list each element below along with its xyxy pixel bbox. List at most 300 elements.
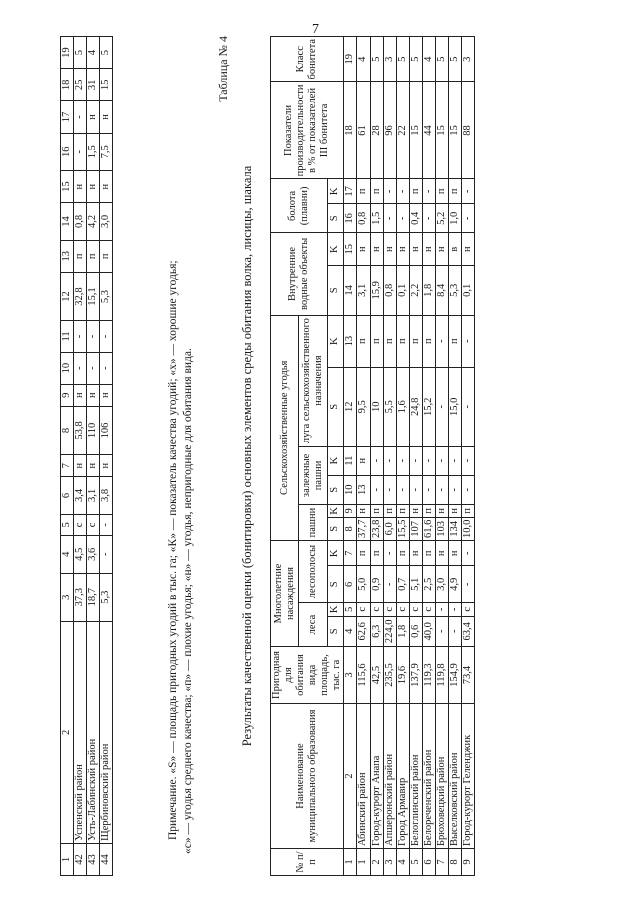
table-cell: 15 [435,82,448,179]
table-cell: 119,3 [422,647,435,704]
table-cell: 7,5 [100,133,113,171]
header-k: K [327,505,344,518]
table-cell: 63,4 [461,616,474,646]
column-number: 19 [61,37,74,69]
district-name: Город-курорт Анапа [370,704,383,849]
table-cell: 9 [461,849,474,876]
table-cell: 115,6 [357,647,370,704]
column-number: 16 [61,133,74,171]
table-cell: н [396,233,409,266]
column-number: 18 [61,69,74,101]
table-cell: н [74,384,87,406]
table-cell: 37,7 [357,517,370,540]
header-num: № п/п [271,849,344,876]
table-cell: 6 [422,849,435,876]
table-cell: - [448,446,461,475]
table-cell: 3,4 [74,477,87,515]
table-cell: 6,0 [383,517,396,540]
column-number: 13 [344,315,357,367]
table-cell: 42,5 [370,647,383,704]
table-cell: п [409,179,422,204]
table-cell: н [74,171,87,203]
table-cell: - [422,475,435,505]
table-cell: с [383,603,396,616]
continued-table [60,36,113,876]
table-cell: 5 [100,37,113,69]
table-cell: - [370,446,383,475]
table-cell: с [74,514,87,535]
table-cell: 0,7 [396,566,409,603]
column-number: 6 [61,477,74,515]
column-number: 2 [344,704,357,849]
header-index: Показатели производительности в % от показателей III бонитета [271,82,344,179]
table-cell: - [100,321,113,352]
table-cell: - [422,204,435,233]
table-cell: 24,8 [409,367,422,446]
table-row [370,37,383,876]
table-cell: н [87,101,100,133]
table-cell: 2,5 [422,566,435,603]
table-cell: - [448,475,461,505]
table-cell: 44 [100,843,113,875]
table-cell: - [74,133,87,171]
table-cell: н [87,455,100,477]
table-cell: 5,1 [409,566,422,603]
table-cell: 5,3 [100,272,113,320]
column-number: 17 [61,101,74,133]
table-cell: п [422,505,435,518]
table-cell: - [383,475,396,505]
table-cell: 96 [383,82,396,179]
column-number: 17 [344,179,357,204]
table-cell: п [383,315,396,367]
table-cell: п [370,541,383,566]
table-cell: п [448,179,461,204]
table-cell: 88 [461,82,474,179]
table-cell: п [383,505,396,518]
table-cell: 15,5 [396,517,409,540]
table-cell: - [461,475,474,505]
table-cell: 224,0 [383,616,396,646]
table-row [422,37,435,876]
bonitet-table [270,36,475,876]
column-number: 4 [61,535,74,573]
table-cell: 15 [100,69,113,101]
table-cell: н [100,171,113,203]
table-note [166,54,196,854]
column-number: 15 [61,171,74,203]
table-cell: 5 [448,37,461,82]
table-cell: 106 [100,406,113,454]
table-cell: 61,6 [422,517,435,540]
header-s: S [327,566,344,603]
table-cell: 15 [409,82,422,179]
table-cell: - [370,475,383,505]
table-row [435,37,448,876]
table-cell: н [435,233,448,266]
table-cell: п [74,240,87,272]
table-cell: 15,2 [422,367,435,446]
table-cell: п [357,541,370,566]
table-cell: 13 [357,475,370,505]
table-cell: 61 [357,82,370,179]
table-cell: 4 [357,37,370,82]
table-cell: 15 [448,82,461,179]
cont-header-row [61,37,74,876]
table-cell: - [87,321,100,352]
table-cell: н [409,233,422,266]
header-s: S [327,367,344,446]
table-cell: 1,0 [448,204,461,233]
column-number: 11 [61,321,74,352]
table-cell: 2,2 [409,266,422,315]
table-cell: п [435,179,448,204]
table-cell: - [396,475,409,505]
column-number: 4 [344,616,357,646]
column-number: 9 [61,384,74,406]
district-name: Апшеронский район [383,704,396,849]
table-cell: п [422,315,435,367]
header-k: K [327,541,344,566]
table-cell: - [435,475,448,505]
table-cell: 44 [422,82,435,179]
header-swamp: болота (плавни) [271,179,328,233]
table-cell: 8,4 [435,266,448,315]
table-cell: п [370,505,383,518]
table-cell: 1,5 [370,204,383,233]
table-cell: - [383,566,396,603]
table-cell: с [396,603,409,616]
table-cell: 0,4 [409,204,422,233]
column-number: 5 [61,514,74,535]
table-cell: 137,9 [409,647,422,704]
table-cell: 15,9 [370,266,383,315]
table-cell: н [357,233,370,266]
table-cell: - [383,204,396,233]
table-cell: 107 [409,517,422,540]
column-number: 8 [61,406,74,454]
header-agri: Сельскохозяйственные угодья [271,315,299,541]
header-k: K [327,446,344,475]
table-cell: 4 [422,37,435,82]
table-cell: - [100,535,113,573]
table-cell: 40,0 [422,616,435,646]
table-cell: н [422,233,435,266]
table-label: Таблица № 4 [216,36,230,102]
district-name: Брюховецкий район [435,704,448,849]
table-cell: с [422,603,435,616]
column-number: 2 [61,621,74,843]
table-cell: 1,8 [396,616,409,646]
table-cell: н [435,505,448,518]
table-cell: 1 [357,849,370,876]
table-cell: - [422,179,435,204]
column-number: 10 [344,475,357,505]
table-cell: - [435,603,448,616]
table-cell: 5,0 [357,566,370,603]
column-number: 13 [61,240,74,272]
table-cell: 3 [383,849,396,876]
table-cell: - [435,315,448,367]
header-pasture: залежные пашни [299,446,327,504]
header-s: S [327,517,344,540]
table-cell: 15,1 [87,272,100,320]
table-cell: 73,4 [461,647,474,704]
table-cell: 4 [87,37,100,69]
table-cell: п [100,240,113,272]
table-cell: - [461,541,474,566]
table-cell: с [357,603,370,616]
table-cell: в [448,233,461,266]
table-row [383,37,396,876]
table-cell: н [409,541,422,566]
table-row [448,37,461,876]
table-cell: н [87,384,100,406]
column-number: 16 [344,204,357,233]
district-name: Город-курорт Геленджик [461,704,474,849]
table-cell: 3 [461,37,474,82]
table-row [100,37,113,876]
table-cell: 3,1 [87,477,100,515]
table-cell: 25 [74,69,87,101]
district-name: Абинский район [357,704,370,849]
table-cell: н [448,505,461,518]
table-cell: 8 [448,849,461,876]
header-s: S [327,616,344,646]
table-cell: 4,2 [87,203,100,241]
district-name: Успенский район [74,621,87,843]
table-cell: н [461,233,474,266]
column-number: 3 [344,647,357,704]
header-forest: леса [299,603,327,647]
header-water: Внутренние водные объекты [271,233,328,315]
column-number: 1 [344,849,357,876]
header-arable: пашни [299,505,327,541]
table-cell: с [87,514,100,535]
table-cell: - [396,179,409,204]
table-cell: 3,0 [100,203,113,241]
table-cell: - [461,446,474,475]
header-k: K [327,179,344,204]
table-cell: 9,5 [357,367,370,446]
column-number: 11 [344,446,357,475]
table-cell: н [100,455,113,477]
table-row [74,37,87,876]
table-cell: 110 [87,406,100,454]
table-cell: 4,5 [74,535,87,573]
column-number: 18 [344,82,357,179]
table-cell: с [370,603,383,616]
header-k: K [327,233,344,266]
note-line-2: «с» — угодья среднего качества; «п» — плохие угодья; «н» — угодья, непригодные для обитания вида. [181,348,194,854]
table-cell: 1,8 [422,266,435,315]
table-cell: 1,5 [87,133,100,171]
table-cell: 31 [87,69,100,101]
table-cell: 15,0 [448,367,461,446]
table-cell: 42 [74,843,87,875]
table-cell: - [448,616,461,646]
column-number: 1 [61,843,74,875]
table-cell: - [396,446,409,475]
table-cell: 0,9 [370,566,383,603]
table-cell: 22 [396,82,409,179]
table-cell: 5,2 [435,204,448,233]
table-cell: 0,1 [396,266,409,315]
table-cell: п [396,505,409,518]
table-cell: - [409,475,422,505]
column-number: 12 [61,272,74,320]
table-cell: 5,3 [100,573,113,621]
table-cell: н [100,384,113,406]
table-cell: 134 [448,517,461,540]
table-cell: 0,1 [461,266,474,315]
rotated-sheet [60,36,620,876]
table-cell: п [422,541,435,566]
header-belts: лесополосы [299,541,327,603]
table-cell: н [435,541,448,566]
column-number: 7 [61,455,74,477]
table-cell: - [448,603,461,616]
district-name: Белоглинский район [409,704,422,849]
table-cell: - [383,179,396,204]
table-cell: п [357,179,370,204]
district-name: Усть-Лабинский район [87,621,100,843]
table-cell: н [87,171,100,203]
table-cell: н [383,233,396,266]
table-cell: 3,6 [87,535,100,573]
table-cell: 6,3 [370,616,383,646]
column-number: 12 [344,367,357,446]
header-s: S [327,266,344,315]
table-cell: - [383,541,396,566]
header-k: K [327,315,344,367]
table-cell: п [461,505,474,518]
table-cell: 1,6 [396,367,409,446]
table-cell: - [100,352,113,384]
header-meadow: луга сельскохозяйственного назначения [299,315,327,446]
district-name: Город Армавир [396,704,409,849]
table-cell: 43 [87,843,100,875]
header-area: Пригодная для обитания вида площадь, тыс. га [271,647,344,704]
table-row [357,37,370,876]
header-s: S [327,204,344,233]
table-cell: п [448,315,461,367]
table-cell: п [396,315,409,367]
table-cell: - [396,204,409,233]
table-cell: - [435,616,448,646]
district-name: Выселковский район [448,704,461,849]
table-cell: 235,5 [383,647,396,704]
table-cell: 3 [383,37,396,82]
table-cell: - [461,179,474,204]
table-cell: - [461,315,474,367]
table-cell: 32,8 [74,272,87,320]
table-cell: 103 [435,517,448,540]
table-cell: 37,3 [74,573,87,621]
table-row [87,37,100,876]
table-cell: - [74,321,87,352]
column-number: 3 [61,573,74,621]
table-cell: 10,0 [461,517,474,540]
header-forest-group: Многолетние насаждения [271,541,299,647]
table-row [396,37,409,876]
table-cell: 0,8 [74,203,87,241]
table-cell: 0,8 [383,266,396,315]
table-cell: п [370,179,383,204]
table-cell: 4,9 [448,566,461,603]
table-cell: - [422,446,435,475]
table-cell: п [87,240,100,272]
table-cell: 28 [370,82,383,179]
table-row [409,37,422,876]
table-cell: н [357,446,370,475]
table-cell: 5 [435,37,448,82]
table-cell: - [383,446,396,475]
table-cell: 62,6 [357,616,370,646]
table-cell: 5 [409,849,422,876]
table-cell: 18,7 [87,573,100,621]
table-cell: 4 [396,849,409,876]
table-cell: - [461,367,474,446]
table-cell: 7 [435,849,448,876]
table-cell: - [435,446,448,475]
district-name: Щербиновский район [100,621,113,843]
page-number: 7 [312,22,319,37]
table-cell: - [461,566,474,603]
column-number: 5 [344,603,357,616]
table-cell: 154,9 [448,647,461,704]
table-cell: 5 [74,37,87,69]
table-cell: 23,8 [370,517,383,540]
table-cell: - [409,446,422,475]
table-cell: н [370,233,383,266]
table-cell: 0,6 [409,616,422,646]
table-cell: 2 [370,849,383,876]
table-cell: 5,3 [448,266,461,315]
table-cell: - [74,352,87,384]
table-cell: 0,8 [357,204,370,233]
table-cell: 5 [396,37,409,82]
column-number: 7 [344,541,357,566]
table-cell: с [461,603,474,616]
table-cell: 3,0 [435,566,448,603]
table-cell: п [357,315,370,367]
table-cell: н [409,505,422,518]
header-name: Наименование муниципального образования [271,704,344,849]
table-row [461,37,474,876]
table-cell: 19,6 [396,647,409,704]
table-cell: - [461,204,474,233]
note-line-1: Примечание. «S» — площадь пригодных угодий в тыс. га; «К» — показатель качества угодий; «х» — хорошие угодья; [167,260,179,840]
table-cell: 53,8 [74,406,87,454]
header-s: S [327,475,344,505]
column-number: 8 [344,517,357,540]
table-cell: н [100,101,113,133]
column-number: 14 [61,203,74,241]
table-cell: п [409,315,422,367]
table-cell: н [357,505,370,518]
column-number: 9 [344,505,357,518]
table-cell: с [409,603,422,616]
table-cell: 3,8 [100,477,113,515]
table-cell: 5,5 [383,367,396,446]
table-cell: 119,8 [435,647,448,704]
table-cell: - [435,367,448,446]
table-cell: п [370,315,383,367]
district-name: Белореченский район [422,704,435,849]
column-number: 10 [61,352,74,384]
table-cell: н [448,541,461,566]
